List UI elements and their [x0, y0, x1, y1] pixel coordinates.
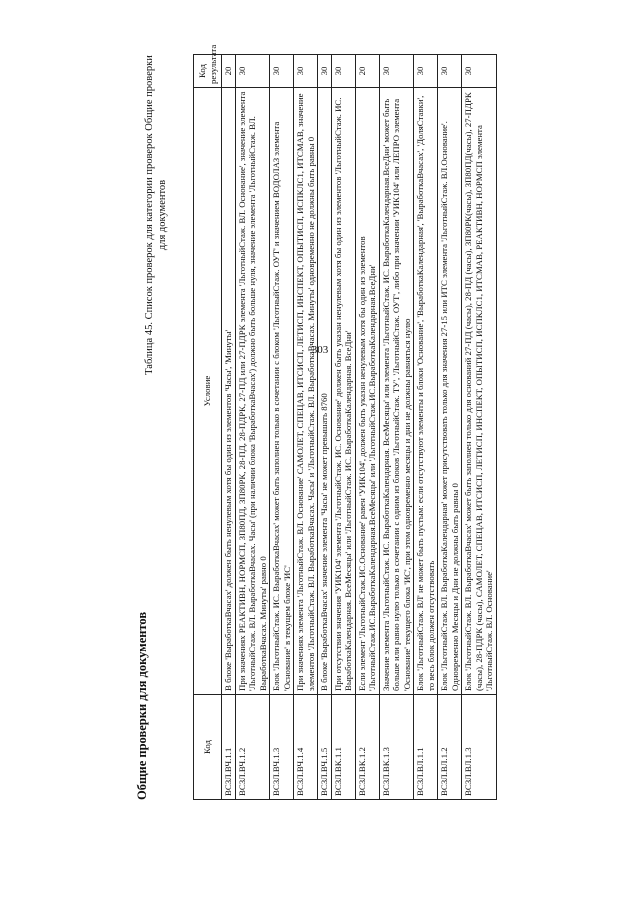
row-condition: Блок 'ЛьготныйСтаж. ВЛ. ВыработкаКалендарная' может присутствовать только для значения 27-15 или ИТС элемента 'ЛьготныйСтаж. ВЛ.Основание'. Одновременно Месяцы и Дни не должны быть равны 0: [438, 88, 462, 695]
row-result: 30: [270, 55, 294, 88]
row-condition: Блок 'ЛьготныйСтаж. ИС. ВыработкаВчасах' может быть заполнен только в сочетании с блоком 'ЛьготныйСтаж. ОУТ' и значением ВОДОЛАЗ элемента 'Основание' в текущем блоке 'ИС': [270, 88, 294, 695]
row-code: ВСЗЛ.ВЧ.1.1: [222, 695, 236, 800]
table-row: [462, 55, 497, 800]
row-result: 20: [355, 55, 379, 88]
table-row: [270, 55, 294, 800]
table-row: [355, 55, 379, 800]
row-result: 30: [235, 55, 270, 88]
table-row: [379, 55, 414, 800]
row-condition: Блок 'ЛьготныйСтаж. ВЛ' не может быть пустым: если отсутствуют элементы и блоки 'Основание', 'ВыработкаКалендарная', 'ВыработкаВчасах', 'ДоляСтавки', то весь блок должен отсутствовать: [414, 88, 438, 695]
header-condition: Условие: [194, 88, 222, 695]
page-number: 303: [311, 344, 329, 356]
row-condition: В блоке 'ВыработкаВчасах' значение элемента 'Часы' не может превышать 8760: [318, 88, 332, 695]
row-condition: При значениях элемента 'ЛьготныйСтаж. ВЛ. Основание' САМОЛЕТ, СПЕЦАВ, ИТСИСП, ЛЕТИСП, ИНСПЕКТ, ОПЫТИСП, ИСПКЛС1, ИТСМАВ, значение элементов 'ЛьготныйСтаж. ВЛ. ВыработкаВчасах. Часы' и 'ЛьготныйСтаж. ВЛ. ВыработкаВчасах. Минуты' одновременно не должны быть равны 0: [294, 88, 318, 695]
row-code: ВСЗЛ.ВЛ.1.1: [414, 695, 438, 800]
rotated-content: [135, 30, 640, 800]
table-row: [222, 55, 236, 800]
row-code: ВСЗЛ.ВЧ.1.5: [318, 695, 332, 800]
row-result: 30: [318, 55, 332, 88]
table-caption: Таблица 45. Список проверок для категории проверок Общие проверки для документов: [144, 55, 168, 375]
row-condition: Если элемент 'ЛьготныйСтаж.ИС.Основание' равен 'УИК104', должен быть указан ненулевым хотя бы один из элементов 'ЛьготныйСтаж.ИС.ВыработкаКалендарная.ВсеМесяцы' или 'ЛьготныйСтаж.ИС.ВыработкаКалендарная.ВсеДни': [355, 88, 379, 695]
row-condition: При отсутствии значения 'УИК104' элемента 'ЛьготныйСтаж. ИС. Основание' должен быть указан ненулевым хотя бы один из элементов 'ЛьготныйСтаж. ИС. ВыработкаКалендарная. ВсеМесяцы' или 'ЛьготныйСтаж. ИС. ВыработкаКалендарная. ВсеДни': [331, 88, 355, 695]
row-code: ВСЗЛ.ВЛ.1.3: [462, 695, 497, 800]
row-condition: В блоке 'ВыработкаВчасах' должен быть ненулевым хотя бы один из элементов 'Часы', 'Минуты': [222, 88, 236, 695]
row-code: ВСЗЛ.ВЧ.1.4: [294, 695, 318, 800]
row-condition: Значение элемента 'ЛьготныйСтаж. ИС. ВыработкаКалендарная. ВсеМесяцы' или элемента 'ЛьготныйСтаж. ИС. ВыработкаКалендарная.ВсеДни' может быть больше или равно нулю только в сочетании с одним из блоков 'ЛьготныйСтаж. ТУ', 'ЛьготныйСтаж. ОУТ', либо при значении 'УИК104' или ЛЕПРО элемента 'Основание' текущего блока 'ИС', при этом одновременно месяцы и дни не должны равняться нулю: [379, 88, 414, 695]
row-code: ВСЗЛ.ВЧ.1.3: [270, 695, 294, 800]
row-result: 20: [222, 55, 236, 88]
row-result: 30: [438, 55, 462, 88]
row-code: ВСЗЛ.ВК.1.1: [331, 695, 355, 800]
row-code: ВСЗЛ.ВК.1.3: [379, 695, 414, 800]
row-result: 30: [331, 55, 355, 88]
row-code: ВСЗЛ.ВК.1.2: [355, 695, 379, 800]
table-row: [235, 55, 270, 800]
row-code: ВСЗЛ.ВЛ.1.2: [438, 695, 462, 800]
row-result: 30: [462, 55, 497, 88]
row-result: 30: [294, 55, 318, 88]
row-result: 30: [414, 55, 438, 88]
row-code: ВСЗЛ.ВЧ.1.2: [235, 695, 270, 800]
table-row: [414, 55, 438, 800]
header-code: Код: [194, 695, 222, 800]
row-condition: Блок 'ЛьготныйСтаж. ВЛ. ВыработкаВчасах' может быть заполнен только для оснований 27-ПД (часы), 28-ПД (часы), ЗП80РК(часы), ЗП80ПД(часы), 27-ПДРК (часы), 28-ПДРК (часы), САМОЛЕТ, СПЕЦАВ, ИТСИСП, ЛЕТИСП, ИНСПЕКТ, ОПЫТИСП, ИСПКЛС1, ИТСМАВ, РЕАКТИВН, НОРМСП элемента 'ЛьготныйСтаж. ВЛ. Основание': [462, 88, 497, 695]
table-row: [294, 55, 318, 800]
table-row: [318, 55, 332, 800]
header-result: Код результата: [194, 55, 222, 88]
table-row: [331, 55, 355, 800]
row-condition: При значениях РЕАКТИВН, НОРМСП, ЗП80ПД, ЗП80РК, 28-ПД, 28-ПДРК, 27-ПД или 27-ПДРК элемента 'ЛьготныйСтаж. ВЛ. Основание', значение элемента 'ЛьготныйСтаж. ВЛ. ВыработкаВчасах. Часы' (при наличии блока 'ВыработкаВчасах') должно быть больше нуля, значение элемента 'ЛьготныйСтаж. ВЛ. ВыработкаВчасах. Минуты' равно 0: [235, 88, 270, 695]
row-result: 30: [379, 55, 414, 88]
table-header-row: [194, 55, 222, 800]
table-row: [438, 55, 462, 800]
checks-table: [193, 44, 497, 800]
section-title: Общие проверки для документов: [135, 611, 149, 800]
